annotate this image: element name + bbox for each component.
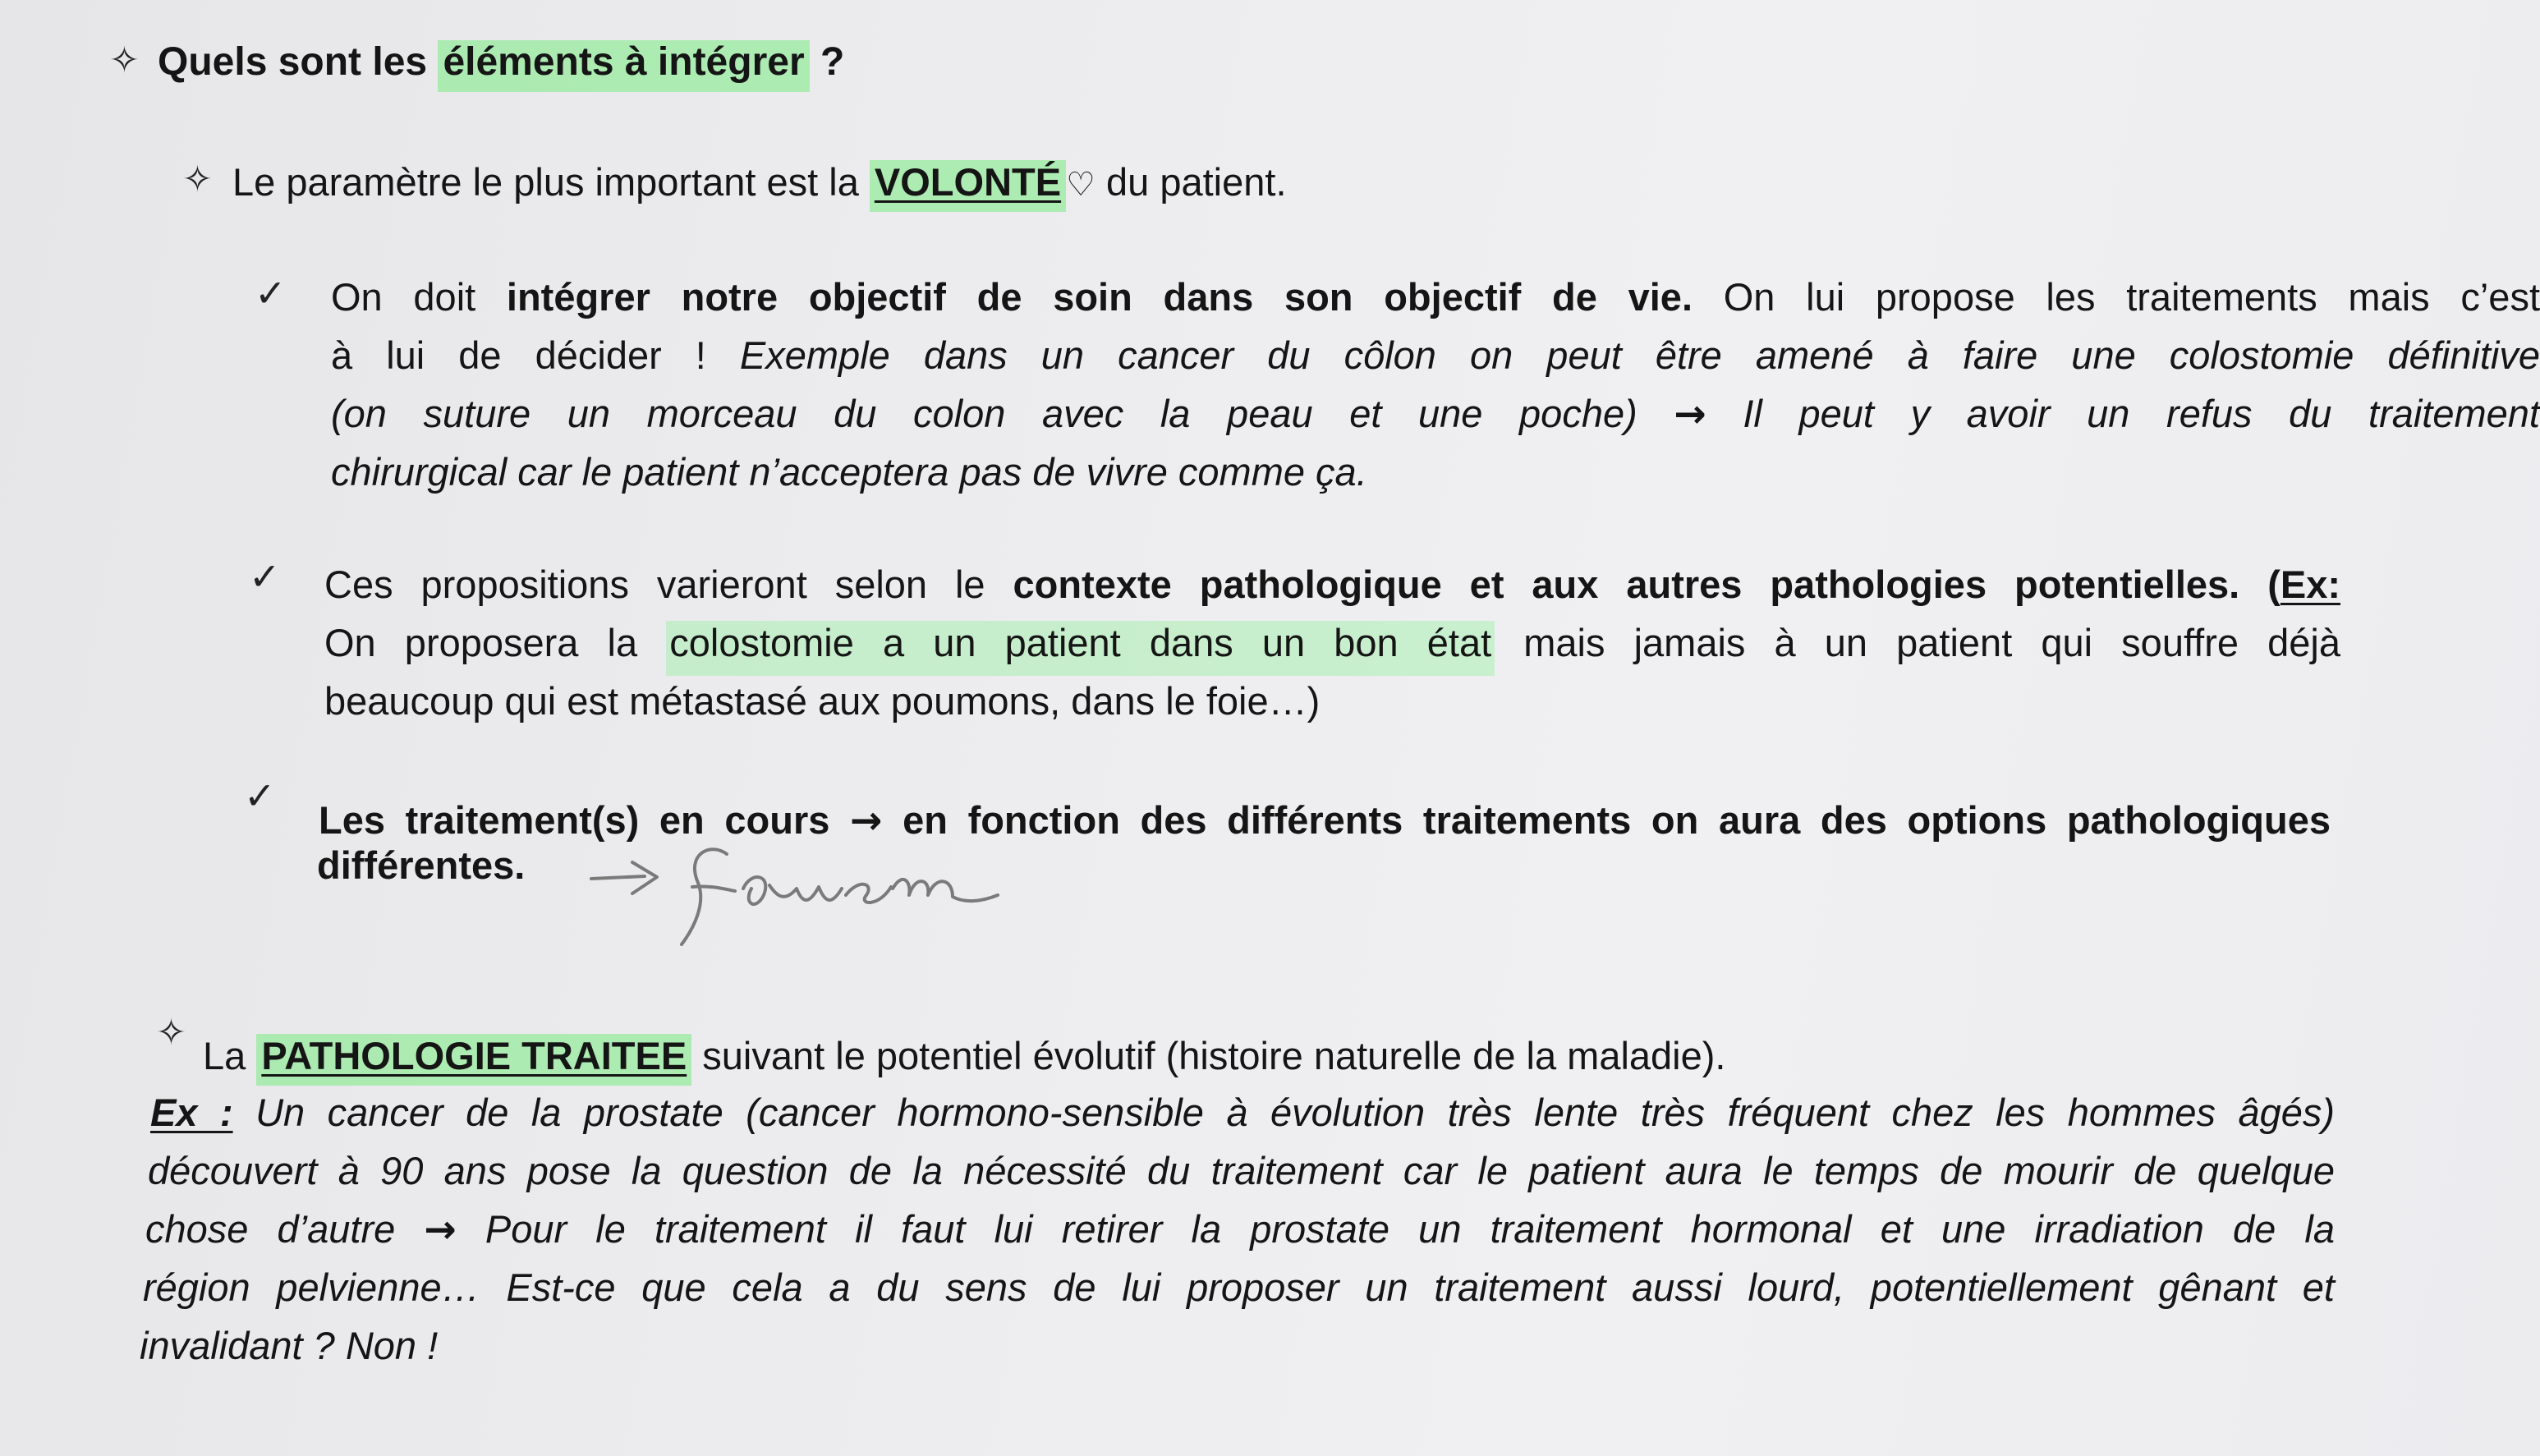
pathologie-line5: invalidant ? Non !	[140, 1324, 439, 1367]
item2-ex-open: (	[2239, 563, 2280, 606]
arrow-right-icon: →	[1674, 392, 1706, 437]
item2-line1-pre: Ces propositions varieront selon le	[324, 563, 1013, 606]
heading-highlight: éléments à intégrer	[438, 40, 809, 92]
item3-line1-bold1: Les traitement(s) en cours	[319, 798, 830, 842]
item1-line2	[331, 333, 2540, 377]
item1-line1-post: On lui propose les traitements mais c’est	[1693, 275, 2540, 319]
pathologie-ex-line1	[150, 1093, 2335, 1132]
item1-line2-normal: à lui de décider !	[331, 333, 740, 377]
handwritten-annotation	[587, 838, 1031, 961]
item1-line1-bold: intégrer notre objectif de soin dans son objectif de vie.	[506, 275, 1693, 319]
section-heading	[158, 40, 845, 84]
pathologie-suffix: suivant le potentiel évolutif (histoire naturelle de la maladie).	[691, 1034, 1726, 1077]
volonte-keyword: VOLONTÉ	[870, 160, 1066, 212]
item1-line3-italic2: Il peut y avoir un refus du traitement	[1743, 392, 2540, 435]
pathologie-prefix: La	[203, 1034, 257, 1077]
item3-line1-bold2: en fonction des différents traitements on aura des options pathologiques	[903, 798, 2331, 842]
item2-line1	[324, 565, 2340, 604]
pathologie-line3	[145, 1207, 2336, 1252]
pathologie-line3-b: Pour le traitement il faut lui retirer la prostate un traitement hormonal et une irradiation de la	[485, 1207, 2336, 1251]
item2-line2-pre: On proposera la	[324, 621, 667, 664]
pathologie-line4: région pelvienne… Est-ce que cela a du sens de lui proposer un traitement aussi lourd, potentiellement gênant et	[143, 1265, 2335, 1309]
check-icon: ✓	[255, 271, 287, 315]
star-icon: ✧	[156, 1012, 186, 1054]
arrow-right-icon: →	[424, 1207, 457, 1252]
heading-suffix: ?	[809, 40, 845, 84]
item2-line3: beaucoup qui est métastasé aux poumons, dans le foie…)	[324, 679, 1321, 723]
item2-ex-label: Ex:	[2280, 563, 2340, 606]
item1-line1-pre: On doit	[331, 275, 507, 319]
volonte-statement	[232, 160, 1287, 204]
star-icon: ✧	[109, 39, 140, 81]
pathologie-statement	[203, 1036, 1725, 1075]
volonte-suffix: du patient.	[1095, 160, 1287, 204]
check-icon: ✓	[249, 554, 281, 599]
item1-line2-italic: Exemple dans un cancer du côlon on peut être amené à faire une colostomie définitive	[739, 333, 2540, 377]
pathologie-ex-label: Ex :	[150, 1091, 233, 1134]
check-icon: ✓	[244, 774, 276, 818]
item1-line3-italic: (on suture un morceau du colon avec la peau et une poche)	[331, 392, 1637, 435]
heart-icon: ♡	[1066, 166, 1095, 204]
volonte-prefix: Le paramètre le plus important est la	[232, 160, 870, 204]
item3-line2: différentes.	[317, 843, 526, 887]
item2-line2-post: mais jamais à un patient qui souffre déjà	[1495, 621, 2340, 664]
pathologie-keyword: PATHOLOGIE TRAITEE	[256, 1034, 691, 1086]
arrow-right-icon: →	[850, 798, 883, 843]
item1-line3	[331, 392, 2540, 437]
item1-line4: chirurgical car le patient n’acceptera pas de vivre comme ça.	[331, 450, 1367, 494]
item2-line2-highlight: colostomie a un patient dans un bon état	[666, 621, 1495, 676]
item1-line1	[331, 275, 2540, 319]
item2-line2	[324, 623, 2340, 662]
pathologie-line3-a: chose d’autre	[145, 1207, 396, 1251]
item3-line1	[319, 798, 2331, 843]
pathologie-line2: découvert à 90 ans pose la question de la nécessité du traitement car le patient aura le temps de mourir de quelque	[148, 1149, 2335, 1192]
heading-prefix: Quels sont les	[158, 40, 439, 84]
item2-line1-bold: contexte pathologique et aux autres pathologies potentielles.	[1013, 563, 2240, 606]
pathologie-line1: Un cancer de la prostate (cancer hormono-sensible à évolution très lente très fréquent chez les hommes âgés)	[232, 1091, 2336, 1134]
star-icon: ✧	[182, 158, 213, 200]
